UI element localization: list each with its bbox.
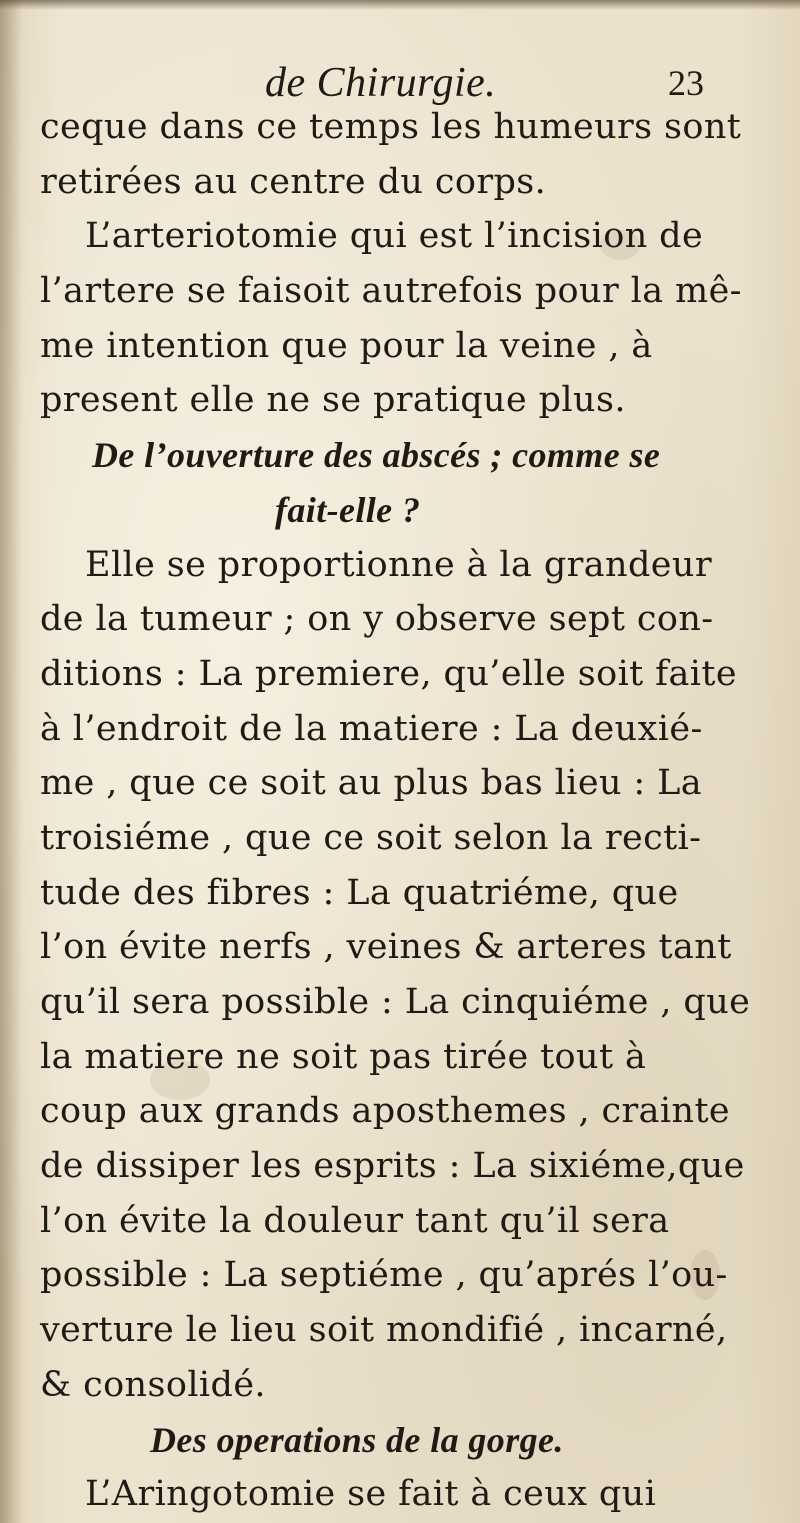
text-line: tude des fibres : La quatriéme, que <box>40 872 679 913</box>
text-line: l’on évite nerfs , veines & arteres tant <box>40 927 732 968</box>
text-line: ditions : La premiere, qu’elle soit faite <box>40 653 737 694</box>
paragraph-start-line: L’Aringotomie se fait à ceux qui <box>85 1474 657 1515</box>
text-line: l’artere se faisoit autrefois pour la mê- <box>40 271 742 312</box>
gutter-shadow <box>0 0 22 1523</box>
text-line: retirées au centre du corps. <box>40 161 547 202</box>
page-number: 23 <box>668 63 704 103</box>
text-line: me , que ce soit au plus bas lieu : La <box>40 763 703 804</box>
page-top-edge <box>0 0 800 10</box>
text-line: me intention que pour la veine , à <box>40 325 653 366</box>
text-line: l’on évite la douleur tant qu’il sera <box>40 1200 670 1241</box>
text-line: de la tumeur ; on y observe sept con- <box>40 599 714 640</box>
text-line: de dissiper les esprits : La sixiéme,que <box>40 1146 745 1187</box>
paragraph-start-line: L’arteriotomie qui est l’incision de <box>85 216 704 257</box>
text-line: possible : La septiéme , qu’aprés l’ou- <box>40 1255 728 1296</box>
text-line: coup aux grands aposthemes , crainte <box>40 1091 731 1132</box>
text-line: present elle ne se pratique plus. <box>40 380 626 421</box>
body-text <box>40 100 751 1522</box>
text-line: la matiere ne soit pas tirée tout à <box>40 1036 647 1077</box>
paragraph-start-line: Elle se proportionne à la grandeur <box>85 544 712 585</box>
text-line: qu’il sera possible : La cinquiéme , que <box>40 982 751 1022</box>
text-line: verture le lieu soit mondifié , incarné, <box>40 1310 728 1351</box>
section-heading: De l’ouverture des abscés ; comme se <box>92 435 661 476</box>
text-line: & consolidé. <box>40 1364 266 1405</box>
text-line: ceque dans ce temps les humeurs sont <box>40 107 742 147</box>
running-title: de Chirurgie. <box>265 60 497 106</box>
section-heading-continued: fait-elle ? <box>275 489 421 530</box>
section-heading: Des operations de la gorge. <box>150 1419 564 1460</box>
text-line: à l’endroit de la matiere : La deuxié- <box>40 708 703 749</box>
text-line: troisiéme , que ce soit selon la recti- <box>40 817 702 858</box>
